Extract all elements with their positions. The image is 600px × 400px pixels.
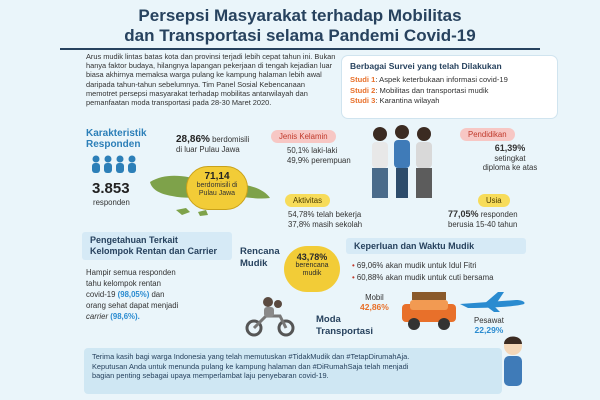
activity-school: 37,8% masih sekolah (288, 219, 363, 229)
knowledge-pct-1: (98,05%) (117, 290, 150, 299)
plan-heading (240, 246, 280, 270)
activity-stat (288, 210, 362, 229)
intro-paragraph: Arus mudik lintas batas kota dan provinsi terjadi lebih cepat tahun ini. Bukan hanya faktor budaya, hilangnya lapangan pekerjaan di tengah kejadian luar biasa akhirnya memaksa warga pulang ke kampung halaman lebih awal daripada tahun-tahun sebelumnya. Tim Panel Sosial Kebencanaan memotret persepsi masyarakat terhadap mobilitas antarwilayah dan pemanfaatan moda transportasi pada 28-30 Maret 2020. (86, 52, 336, 108)
people-illustration-icon (362, 120, 442, 206)
study-item (350, 75, 549, 86)
age-stat (448, 210, 518, 229)
car-pct: 42,86% (360, 301, 389, 312)
knowledge-pct-2: (98,6%). (110, 312, 140, 321)
plane-icon (458, 290, 528, 314)
gender-male: 50,1% laki-laki (287, 146, 338, 155)
respondent-heading (86, 128, 147, 150)
timing-item-1: • 69,06% akan mudik untuk Idul Fitri (352, 261, 477, 270)
page-title (40, 6, 560, 46)
age-line-2: berusia 15-40 tahun (448, 219, 518, 229)
education-pct: 61,39% (494, 143, 526, 153)
knowledge-text-3: covid-19 (86, 290, 116, 299)
knowledge-text-1: Hampir semua responden (86, 268, 176, 277)
plan-heading-2: Mudik (240, 258, 268, 269)
education-stat (470, 144, 550, 173)
education-line-1: setingkat (494, 153, 526, 163)
footer-line-3: bagian penting sebagai upaya memperlambat laju penyebaran covid-19. (92, 371, 329, 381)
study-text: : Karantina wilayah (375, 96, 440, 105)
study-text: : Aspek keterbukaan informasi covid-19 (375, 75, 508, 84)
java-label-2: Pulau Jawa (198, 190, 236, 197)
outside-java-label-2: di luar Pulau Jawa (176, 144, 240, 154)
timing-item-1-text: 69,06% akan mudik untuk Idul Fitri (356, 261, 477, 270)
timing-heading: Keperluan dan Waktu Mudik (346, 238, 526, 254)
study-label: Studi 1 (350, 75, 376, 84)
knowledge-text-4: dan (151, 290, 165, 299)
knowledge-text-5: orang sehat dapat menjadi (86, 301, 179, 310)
car-stat (360, 293, 389, 312)
education-pill: Pendidikan (460, 128, 515, 141)
mode-heading (316, 314, 373, 338)
respondent-count-label: responden (93, 198, 130, 207)
knowledge-text (86, 267, 236, 322)
knowledge-heading (82, 232, 232, 260)
java-pct: 71,14 (204, 171, 230, 182)
footer-message (84, 348, 502, 394)
plan-heading-1: Rencana (240, 246, 280, 257)
title-line-1: Persepsi Masyarakat terhadap Mobilitas (138, 6, 462, 25)
outside-java-stat (176, 135, 276, 154)
title-underline (60, 48, 540, 50)
activity-work: 54,78% telah bekerja (288, 210, 362, 219)
plan-line-2: mudik (302, 270, 322, 277)
plane-pct: 22,29% (474, 324, 504, 335)
age-pill: Usia (478, 194, 510, 207)
mascot-icon (500, 332, 526, 394)
java-pct-badge (186, 166, 248, 210)
timing-item-2-text: 60,88% akan mudik untuk cuti bersama (356, 273, 494, 282)
mode-heading-1: Moda (316, 314, 341, 325)
knowledge-text-2: tahu kelompok rentan (86, 279, 161, 288)
gender-female: 49,9% perempuan (287, 155, 351, 165)
study-item (350, 86, 549, 97)
study-label: Studi 3 (350, 96, 376, 105)
knowledge-heading-1: Pengetahuan Terkait (90, 235, 178, 245)
outside-java-pct: 28,86% (176, 134, 210, 145)
study-text: : Mobilitas dan transportasi mudik (375, 85, 489, 95)
title-line-2: dan Transportasi selama Pandemi Covid-19 (124, 26, 476, 45)
footer-line-2: Keputusan Anda untuk menunda pulang ke kampung halaman dan #DiRumahSaja telah menjadi (92, 361, 409, 371)
footer-line-1: Terima kasih bagi warga Indonesia yang telah memutuskan #TidakMudik dan #TetapDirumahAja. (92, 352, 410, 361)
respondent-heading-1: Karakteristik (86, 128, 147, 139)
people-icon (90, 154, 140, 178)
knowledge-heading-2: Kelompok Rentan dan Carrier (90, 246, 218, 256)
java-label-1: berdomisili di (196, 182, 238, 189)
activity-pill: Aktivitas (285, 194, 330, 207)
outside-java-label-1: berdomisili (212, 135, 250, 144)
mode-heading-2: Transportasi (316, 326, 374, 337)
motorbike-icon (244, 292, 296, 338)
gender-stat (287, 146, 351, 165)
car-label: Mobil (365, 293, 384, 302)
plan-line-1: berencana (295, 262, 329, 269)
survey-heading: Berbagai Survei yang telah Dilakukan (350, 61, 502, 71)
plane-label: Pesawat (474, 316, 504, 325)
survey-box (342, 56, 557, 118)
gender-pill: Jenis Kelamin (271, 130, 336, 143)
study-label: Studi 2 (350, 85, 376, 95)
study-item (350, 96, 549, 107)
car-icon (398, 290, 460, 334)
timing-list (352, 260, 552, 284)
age-line-1: responden (480, 210, 518, 219)
age-pct: 77,05% (448, 209, 479, 219)
knowledge-text-6: carrier (86, 312, 109, 321)
respondent-count: 3.853 (92, 180, 130, 197)
plan-pct-badge (284, 246, 340, 292)
respondent-heading-2: Responden (86, 139, 141, 150)
education-line-2: diploma ke atas (482, 163, 538, 172)
plan-pct: 43,78% (296, 252, 328, 262)
timing-item-2: • 60,88% akan mudik untuk cuti bersama (352, 273, 494, 282)
